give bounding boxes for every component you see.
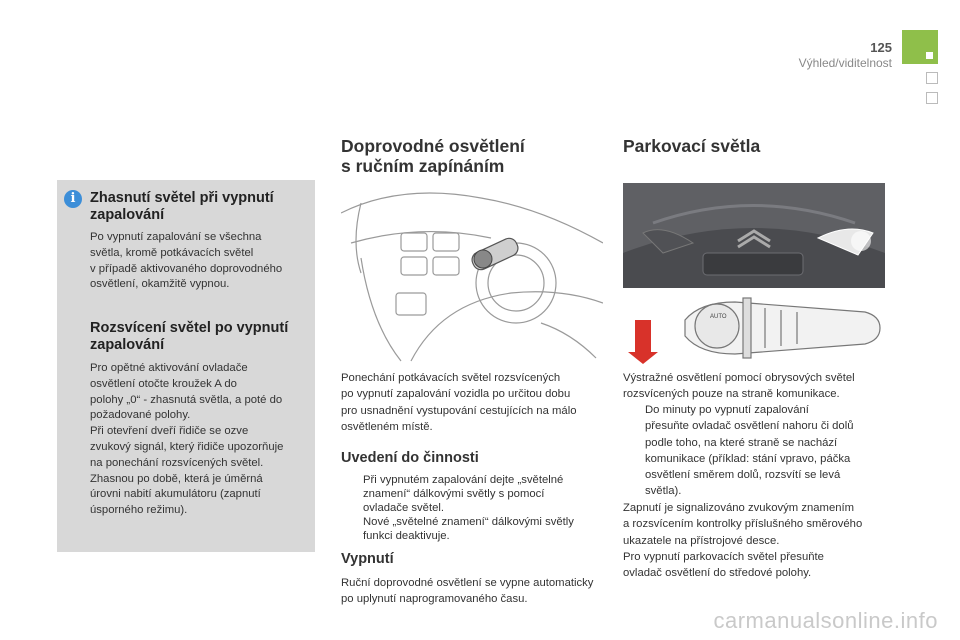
info-text-line: Při otevření dveří řidiče se ozve: [90, 425, 249, 438]
info-text-line: v případě aktivovaného doprovodného: [90, 262, 283, 275]
text-line: Pro vypnutí parkovacích světel přesuňte: [623, 550, 824, 563]
info-text-line: Pro opětné aktivování ovladače: [90, 362, 248, 374]
text-line: podle toho, na které straně se nachází: [645, 436, 838, 449]
text-line: Nové „světelné znamení“ dálkovými světly: [363, 516, 574, 528]
text-line: Při vypnutém zapalování dejte „světelné: [363, 474, 564, 486]
page-number: 125: [870, 40, 892, 55]
subheading-activation: Uvedení do činnosti: [341, 450, 479, 466]
info-text-line: zvukový signál, který řidiče upozorňuje: [90, 440, 284, 453]
text-line: znamení“ dálkovými světly s pomocí: [363, 488, 545, 500]
info-text-line: světla, kromě potkávacích světel: [90, 246, 254, 259]
info-text-line: osvětlení, okamžitě vypnou.: [90, 278, 230, 291]
text-line: komunikace (příklad: stání vpravo, páčka: [645, 452, 851, 465]
chapter-tab: [902, 30, 938, 64]
subheading-off: Vypnutí: [341, 551, 394, 567]
text-line: Do minuty po vypnutí zapalování: [645, 404, 809, 416]
text-line: pro usnadnění vystupování cestujících na málo: [341, 404, 577, 417]
middle-heading: [341, 136, 611, 176]
text-line: Zapnutí je signalizováno zvukovým znamením: [623, 502, 855, 514]
info-text-line: osvětlení otočte kroužek A do: [90, 377, 237, 390]
chapter-tab-empty: [926, 92, 938, 104]
text-line: ukazatele na přístrojové desce.: [623, 534, 780, 547]
info-text-line: požadované polohy.: [90, 409, 191, 422]
middle-intro: [341, 370, 611, 435]
text-line: ovladače světel.: [363, 502, 445, 514]
list-item: [623, 402, 913, 500]
text-line: přesuňte ovladač osvětlení nahoru či dolů: [645, 420, 854, 433]
text-line: osvětleném místě.: [341, 420, 433, 433]
info-text-1: [90, 230, 310, 293]
section-title: Výhled/viditelnost: [798, 56, 892, 70]
info-title-1: Zhasnutí světel při vypnutí zapalování: [90, 190, 274, 223]
activation-list: [341, 473, 611, 543]
off-text: [341, 575, 616, 608]
right-outro: [623, 500, 913, 581]
info-text-2: [90, 361, 310, 519]
info-text-line: Zhasnou po době, která je úměrná: [90, 472, 263, 485]
info-text-line: úrovni nabití akumulátoru (zapnutí: [90, 488, 261, 501]
heading-line: Doprovodné osvětlení: [341, 136, 525, 156]
text-line: po uplynutí naprogramovaného času.: [341, 593, 528, 606]
text-line: ovladač osvětlení do středové polohy.: [623, 567, 812, 580]
info-text-line: Po vypnutí zapalování se všechna: [90, 231, 262, 243]
light-switch-illustration: [625, 290, 887, 365]
text-line: po vypnutí zapalování vozidla po určitou dobu: [341, 388, 571, 401]
arrow-down-icon: [628, 320, 658, 364]
info-title-2: Rozsvícení světel po vypnutí zapalování: [90, 320, 289, 353]
text-line: světla).: [645, 485, 682, 498]
text-line: a rozsvícením kontrolky příslušného směrového: [623, 518, 863, 531]
list-item: [341, 515, 611, 543]
info-text-line: úsporného režimu).: [90, 504, 188, 517]
right-bullet: [623, 402, 913, 500]
text-line: Výstražné osvětlení pomocí obrysových světel: [623, 372, 855, 384]
chapter-tab-empty: [926, 72, 938, 84]
text-line: Ponechání potkávacích světel rozsvícených: [341, 372, 561, 384]
list-item: [341, 473, 611, 515]
info-icon: i: [64, 190, 82, 208]
dashboard-illustration: [341, 183, 603, 363]
heading-line: s ručním zapínáním: [341, 156, 505, 176]
text-line: rozsvícených pouze na straně komunikace.: [623, 388, 840, 401]
right-intro: [623, 370, 913, 403]
car-front-photo: [623, 183, 885, 288]
info-text-line: polohy „0“ - zhasnutá světla, a poté do: [90, 393, 283, 406]
info-text-line: na ponechání rozsvícených světel.: [90, 456, 264, 469]
watermark: carmanualsonline.info: [713, 608, 938, 633]
text-line: osvětlení směrem dolů, rozsvítí se levá: [645, 469, 841, 482]
light-stalk-icon: [469, 236, 520, 273]
text-line: funkci deaktivuje.: [363, 530, 450, 542]
auto-label: AUTO: [710, 314, 727, 320]
text-line: Ruční doprovodné osvětlení se vypne automaticky: [341, 577, 594, 589]
right-heading: Parkovací světla: [623, 136, 761, 156]
